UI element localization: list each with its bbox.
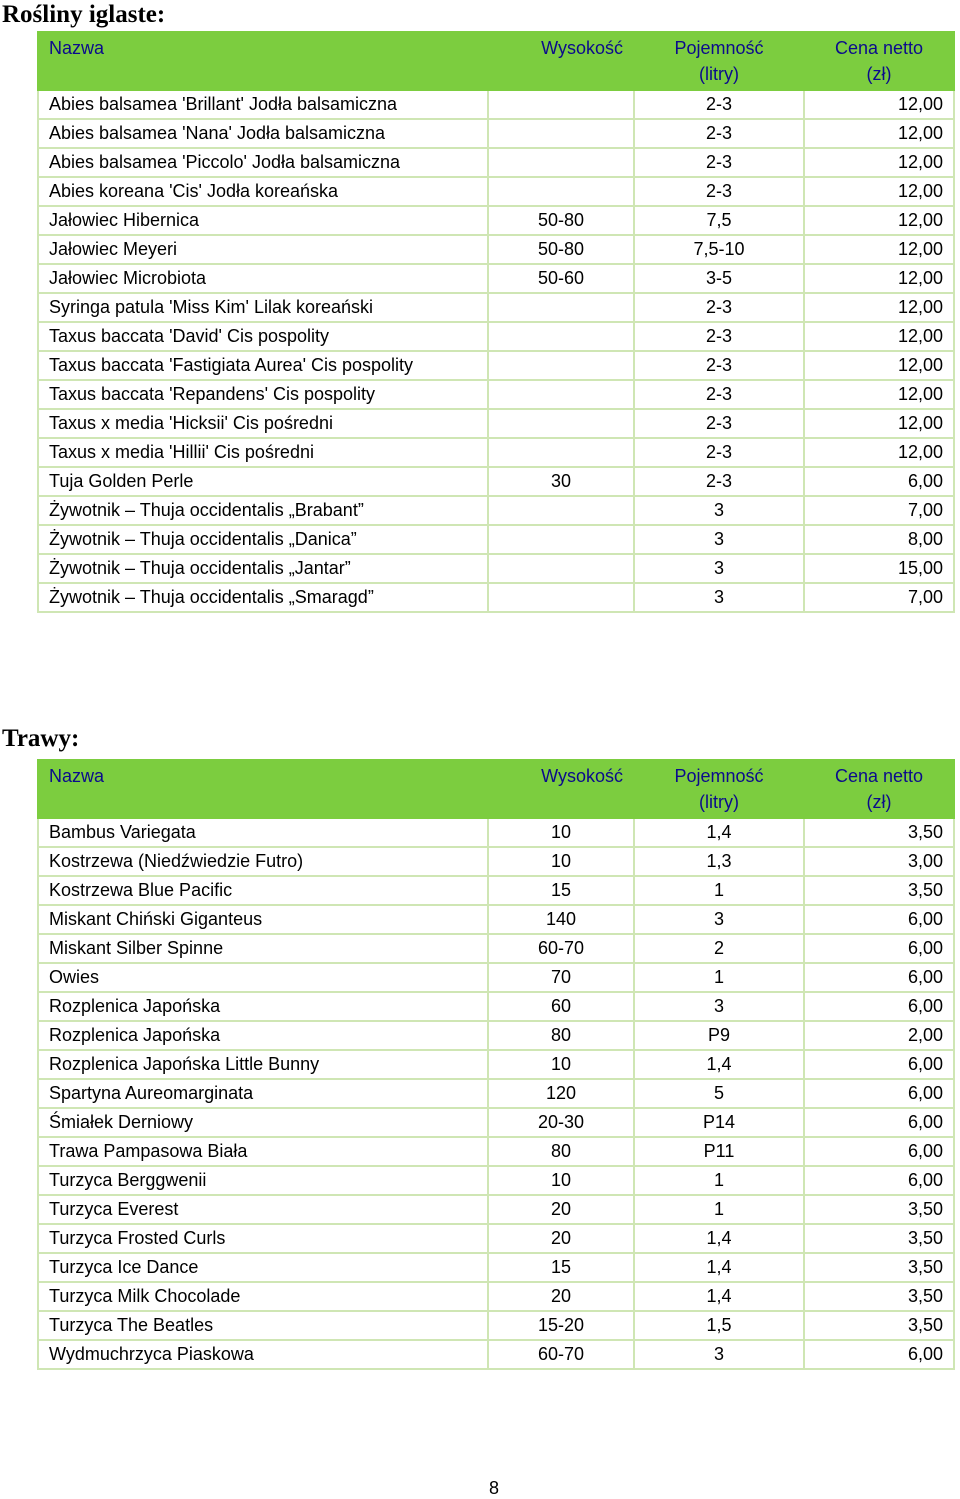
cell-height: 20 [488,1224,634,1253]
cell-volume: 3 [634,905,804,934]
cell-height: 15-20 [488,1311,634,1340]
table-row [38,90,954,119]
cell-price: 12,00 [804,90,954,119]
table-row [38,380,954,409]
table-row [38,235,954,264]
cell-volume: P14 [634,1108,804,1137]
cell-height [488,583,634,612]
cell-volume: 1 [634,1195,804,1224]
cell-name: Żywotnik – Thuja occidentalis „Danica” [38,525,488,554]
cell-height [488,177,634,206]
column-header-price-line2: (zł) [866,64,892,84]
cell-price: 12,00 [804,177,954,206]
cell-price: 6,00 [804,1340,954,1369]
table-row [38,322,954,351]
table-row [38,1021,954,1050]
cell-volume: 1 [634,876,804,905]
cell-volume: 1,4 [634,818,804,847]
cell-name: Trawa Pampasowa Biała [38,1137,488,1166]
column-header-name: Nazwa [38,760,488,818]
cell-price: 7,00 [804,583,954,612]
cell-price: 2,00 [804,1021,954,1050]
cell-height: 10 [488,1166,634,1195]
cell-price: 3,50 [804,1224,954,1253]
table-row [38,992,954,1021]
table-row [38,438,954,467]
cell-price: 6,00 [804,1050,954,1079]
cell-name: Syringa patula 'Miss Kim' Lilak koreański [38,293,488,322]
cell-volume: 1,4 [634,1282,804,1311]
cell-volume: 2 [634,934,804,963]
table-row [38,1050,954,1079]
section-title-grasses: Trawy: [2,725,80,752]
column-header-volume-line1: Pojemność [674,766,764,786]
cell-volume: 1,4 [634,1253,804,1282]
cell-price: 6,00 [804,934,954,963]
cell-height [488,554,634,583]
cell-price: 12,00 [804,264,954,293]
cell-volume: 1,4 [634,1050,804,1079]
cell-height: 10 [488,818,634,847]
cell-price: 12,00 [804,351,954,380]
table-row [38,293,954,322]
cell-name: Tuja Golden Perle [38,467,488,496]
cell-name: Żywotnik – Thuja occidentalis „Brabant” [38,496,488,525]
table-header-row [38,760,954,818]
page-number: 8 [488,1478,499,1498]
cell-name: Miskant Chiński Giganteus [38,905,488,934]
table-row [38,409,954,438]
cell-height: 80 [488,1021,634,1050]
cell-price: 6,00 [804,905,954,934]
table-row [38,963,954,992]
cell-name: Wydmuchrzyca Piaskowa [38,1340,488,1369]
cell-volume: 2-3 [634,467,804,496]
table-row [38,525,954,554]
cell-height: 15 [488,1253,634,1282]
cell-price: 6,00 [804,1166,954,1195]
cell-name: Kostrzewa Blue Pacific [38,876,488,905]
table-row [38,119,954,148]
cell-name: Turzyca Berggwenii [38,1166,488,1195]
cell-volume: 2-3 [634,438,804,467]
cell-volume: 2-3 [634,177,804,206]
cell-height: 50-80 [488,206,634,235]
cell-price: 3,50 [804,876,954,905]
cell-name: Turzyca Frosted Curls [38,1224,488,1253]
cell-volume: P11 [634,1137,804,1166]
cell-price: 12,00 [804,409,954,438]
cell-volume: 5 [634,1079,804,1108]
cell-height [488,525,634,554]
cell-height: 120 [488,1079,634,1108]
table-row [38,148,954,177]
table-row [38,905,954,934]
cell-height: 20 [488,1282,634,1311]
cell-volume: 1,4 [634,1224,804,1253]
table-row [38,876,954,905]
cell-height: 15 [488,876,634,905]
cell-price: 7,00 [804,496,954,525]
cell-height: 30 [488,467,634,496]
column-header-height: Wysokość [488,32,634,90]
cell-height [488,119,634,148]
cell-name: Owies [38,963,488,992]
cell-price: 12,00 [804,438,954,467]
cell-height: 50-80 [488,235,634,264]
cell-price: 12,00 [804,380,954,409]
cell-height: 20-30 [488,1108,634,1137]
cell-price: 3,50 [804,818,954,847]
cell-name: Abies balsamea 'Piccolo' Jodła balsamiczna [38,148,488,177]
table-row [38,1224,954,1253]
table-row [38,1166,954,1195]
cell-height [488,322,634,351]
cell-name: Turzyca Everest [38,1195,488,1224]
table-row [38,583,954,612]
cell-name: Abies balsamea 'Nana' Jodła balsamiczna [38,119,488,148]
table-row [38,554,954,583]
column-header-price-line1: Cena netto [834,766,924,786]
cell-name: Rozplenica Japońska Little Bunny [38,1050,488,1079]
cell-height [488,90,634,119]
cell-price: 12,00 [804,235,954,264]
cell-volume: 2-3 [634,322,804,351]
table-row [38,1108,954,1137]
column-header-name: Nazwa [38,32,488,90]
cell-price: 6,00 [804,1108,954,1137]
cell-height: 70 [488,963,634,992]
cell-price: 8,00 [804,525,954,554]
cell-volume: 2-3 [634,380,804,409]
table-row [38,1079,954,1108]
cell-name: Taxus baccata 'Fastigiata Aurea' Cis pospolity [38,351,488,380]
cell-height [488,438,634,467]
table-row [38,1282,954,1311]
table-row [38,1311,954,1340]
cell-name: Żywotnik – Thuja occidentalis „Smaragd” [38,583,488,612]
table-row [38,1137,954,1166]
cell-name: Jałowiec Hibernica [38,206,488,235]
cell-volume: 2-3 [634,409,804,438]
cell-height [488,148,634,177]
cell-price: 6,00 [804,1137,954,1166]
table-row [38,934,954,963]
cell-name: Abies balsamea 'Brillant' Jodła balsamiczna [38,90,488,119]
cell-volume: P9 [634,1021,804,1050]
column-header-price [804,760,954,818]
cell-volume: 3 [634,583,804,612]
cell-name: Turzyca Milk Chocolade [38,1282,488,1311]
cell-volume: 1 [634,1166,804,1195]
cell-price: 3,00 [804,847,954,876]
conifers-price-table [37,31,955,613]
cell-height: 10 [488,847,634,876]
table-row [38,177,954,206]
cell-name: Taxus baccata 'David' Cis pospolity [38,322,488,351]
table-row [38,206,954,235]
cell-name: Jałowiec Meyeri [38,235,488,264]
cell-volume: 1 [634,963,804,992]
table-row [38,351,954,380]
table-row [38,818,954,847]
cell-name: Taxus x media 'Hillii' Cis pośredni [38,438,488,467]
column-header-volume [634,32,804,90]
cell-price: 3,50 [804,1311,954,1340]
cell-volume: 2-3 [634,119,804,148]
cell-price: 3,50 [804,1253,954,1282]
cell-name: Turzyca Ice Dance [38,1253,488,1282]
cell-height: 80 [488,1137,634,1166]
cell-price: 6,00 [804,963,954,992]
cell-name: Taxus baccata 'Repandens' Cis pospolity [38,380,488,409]
cell-height: 20 [488,1195,634,1224]
cell-price: 12,00 [804,148,954,177]
cell-name: Żywotnik – Thuja occidentalis „Jantar” [38,554,488,583]
column-header-volume-line2: (litry) [699,64,739,84]
table-row [38,264,954,293]
cell-name: Spartyna Aureomarginata [38,1079,488,1108]
column-header-volume-line1: Pojemność [674,38,764,58]
cell-volume: 3-5 [634,264,804,293]
table-row [38,1340,954,1369]
cell-height: 60 [488,992,634,1021]
cell-name: Kostrzewa (Niedźwiedzie Futro) [38,847,488,876]
cell-price: 12,00 [804,206,954,235]
table-row [38,847,954,876]
cell-height: 50-60 [488,264,634,293]
cell-price: 3,50 [804,1195,954,1224]
cell-name: Turzyca The Beatles [38,1311,488,1340]
cell-volume: 3 [634,992,804,1021]
table-row [38,1253,954,1282]
cell-height [488,496,634,525]
column-header-price-line1: Cena netto [834,38,924,58]
cell-height [488,351,634,380]
column-header-volume-line2: (litry) [699,792,739,812]
cell-price: 12,00 [804,119,954,148]
cell-name: Jałowiec Microbiota [38,264,488,293]
cell-price: 6,00 [804,467,954,496]
table-row [38,1195,954,1224]
cell-name: Rozplenica Japońska [38,1021,488,1050]
cell-volume: 2-3 [634,293,804,322]
cell-volume: 2-3 [634,90,804,119]
table-header-row [38,32,954,90]
cell-price: 15,00 [804,554,954,583]
table-row [38,467,954,496]
column-header-height: Wysokość [488,760,634,818]
section-title-conifers: Rośliny iglaste: [2,1,166,28]
cell-volume: 3 [634,496,804,525]
cell-height: 60-70 [488,1340,634,1369]
cell-price: 3,50 [804,1282,954,1311]
column-header-price [804,32,954,90]
cell-name: Abies koreana 'Cis' Jodła koreańska [38,177,488,206]
cell-name: Rozplenica Japońska [38,992,488,1021]
cell-volume: 3 [634,1340,804,1369]
cell-volume: 2-3 [634,148,804,177]
column-header-price-line2: (zł) [866,792,892,812]
table-row [38,496,954,525]
cell-name: Bambus Variegata [38,818,488,847]
cell-volume: 1,3 [634,847,804,876]
cell-name: Śmiałek Derniowy [38,1108,488,1137]
cell-price: 6,00 [804,1079,954,1108]
column-header-volume [634,760,804,818]
cell-name: Taxus x media 'Hicksii' Cis pośredni [38,409,488,438]
cell-volume: 3 [634,525,804,554]
cell-volume: 7,5 [634,206,804,235]
cell-height: 10 [488,1050,634,1079]
cell-volume: 7,5-10 [634,235,804,264]
cell-volume: 3 [634,554,804,583]
cell-name: Miskant Silber Spinne [38,934,488,963]
cell-height [488,409,634,438]
grasses-price-table [37,759,955,1370]
cell-height [488,293,634,322]
cell-price: 12,00 [804,293,954,322]
cell-height: 60-70 [488,934,634,963]
cell-height [488,380,634,409]
cell-volume: 1,5 [634,1311,804,1340]
cell-price: 12,00 [804,322,954,351]
cell-price: 6,00 [804,992,954,1021]
cell-volume: 2-3 [634,351,804,380]
cell-height: 140 [488,905,634,934]
